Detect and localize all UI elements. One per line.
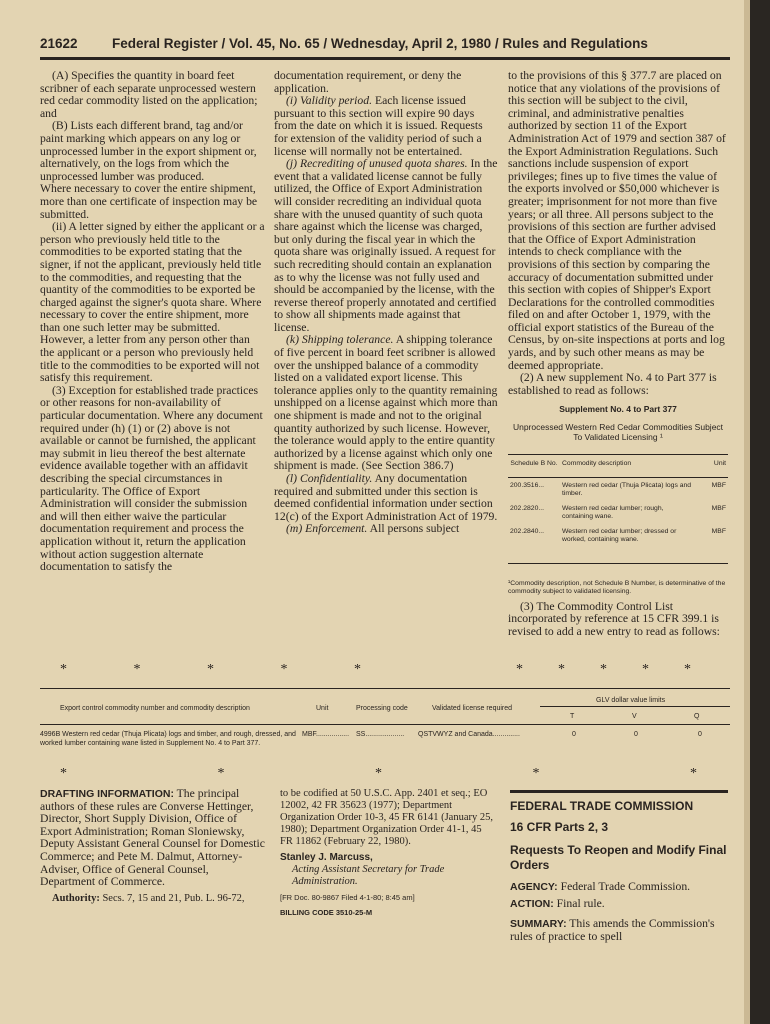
section-heading: (i) Validity period. [286,94,373,108]
scan-border [750,0,770,1024]
paragraph: (3) The Commodity Control List incorporated by reference at 15 CFR 399.1 is revised to add a new entry to read as follows: [508,599,720,638]
table-header-row [508,455,728,478]
table-cell: 202.2820... [510,504,545,512]
signer-name: Stanley J. Marcuss, [280,852,373,863]
section-heading: (k) Shipping tolerance. [286,333,394,347]
paragraph-text: Each license issued pursuant to this section will expire 90 days from the date on which it is issued. Requests for extension of the validity period of such a license will normally not be entertained. [274,94,483,158]
ellipsis-asterisks: * * * * * [60,662,361,677]
summary-label: SUMMARY: [510,918,567,931]
paragraph: to the provisions of this § 377.7 are placed on notice that any violations of the provisions of this section will be subject to the civil, criminal, and administrative penalties authorized by section 11 of the Export Administration Act of 1979 and section 387 of the Export Administration Regulations. Such sanctions include suspension of export privileges; fines up to five times the value of the exports involved or $50,000 whichever is greater; imprisonment for not more than five years; or all three. All persons subject to the provisions of this section are further advised that the Office of Export Administration intends to check compliance with the provisions of this section by comparing the accuracy of documentation submitted under this section with copies of Shipper's Export Declarations for the controlled commodities filed on and after October 1, 1979, with the official export statistics of the Bureau of the Census, by on-site inspections at ports and log yards, and by such other means as may be deemed appropriate. [508,69,726,372]
supplement-subtitle: Unprocessed Western Red Cedar Commodities Subject To Validated Licensing ¹ [512,422,724,443]
paragraph [274,95,498,158]
ellipsis-asterisks: * * * * * [516,662,691,677]
agency-line [510,881,728,894]
ccl-table [40,688,730,768]
section-heading: (l) Confidentiality. [286,472,373,485]
agency-value: Federal Trade Commission. [557,880,691,893]
authority-label: Authority: [52,892,100,904]
column-header: Processing code [356,705,408,712]
agency-heading: FEDERAL TRADE COMMISSION [510,799,694,813]
table-cell: SS.................... [356,731,405,738]
column-header: GLV dollar value limits [596,697,666,704]
action-value: Final rule. [553,896,605,910]
table-cell: 202.2840... [510,527,545,535]
column-header: Validated license required [432,705,513,712]
table-row [508,524,728,547]
paragraph [40,788,266,889]
fr-doc-line: [FR Doc. 80-9867 Filed 4-1-80; 8:45 am] [280,893,415,902]
cfr-heading: 16 CFR Parts 2, 3 [510,820,609,834]
table-cell: MBF................. [302,731,350,738]
summary-value: This amends the Commission's rules of practice to spell [510,917,715,943]
table-row [508,501,728,524]
header-bottom-rule [40,724,730,725]
paragraph [274,473,498,523]
column-1 [40,70,266,574]
paragraph: (A) Specifies the quantity in board feet scribner of each separate unprocessed western red cedar commodity listed on the application; and [40,69,258,120]
paragraph: (2) A new supplement No. 4 to Part 377 is established to read as follows: [508,371,717,397]
paragraph: (3) Exception for established trade practices or other reasons for non-availability of particular documentation. Where any document required under (h) (1) or (2) above is not available or cannot be furnished, the applicant may submit in lieu thereof the best alternate evidence available together with an affidavit describing the special circumstances in particularity. The Office of Export Administration will consider the submission and will then either waive the particular documentation requirement and process the application without it, return the application without action suggestion alternate documentation to satisfy the [40,383,263,574]
paragraph [274,523,498,536]
table-cell: MBF [711,527,726,535]
supplement-footnote: ¹Commodity description, not Schedule B Number, is determinative of the commodity subject to validated licensing. [508,563,728,597]
action-label: ACTION: [510,897,554,910]
column-header: Unit [696,455,728,478]
column-header: Commodity description [560,455,696,478]
table-cell: 4996B Western red cedar (Thuja Plicata) logs and timber, and rough, dressed, and worked lumber containing wane listed in Supplement No. 4 to Part 377. [40,731,296,747]
table-cell: 0 [634,731,638,738]
table-cell: 0 [572,731,576,738]
table-cell: Western red cedar (Thuja Plicata) logs and timber. [562,481,692,498]
supplement-table [508,454,728,547]
section-rule [510,790,728,793]
drafting-label: DRAFTING INFORMATION: [40,788,174,800]
table-cell: Western red cedar lumber; dressed or worked, containing wane. [562,527,677,544]
sub-header-rule [540,706,730,707]
table-cell: MBF [711,481,726,489]
column-2 [274,70,498,536]
column-header: Export control commodity number and commodity description [60,705,250,712]
table-cell: 200.3516... [510,481,545,489]
paragraph: documentation requirement, or deny the application. [274,69,462,95]
paragraph: to be codified at 50 U.S.C. App. 2401 et seq.; EO 12002, 42 FR 35623 (1977); Department Organization Order 10-3, 45 FR 6141 (January 25, 1980); Department Organization Order 41-1, 45 FR 11862 (February 22, 1980). [280,788,493,847]
billing-code: BILLING CODE 3510-25-M [280,908,373,917]
ellipsis-asterisks: * * * * * [60,766,697,781]
paragraph-text: All persons subject [367,522,460,536]
supplement-title: Supplement No. 4 to Part 377 [559,404,677,415]
signature-column [280,788,496,919]
table-row [508,477,728,501]
paragraph-text: A shipping tolerance of five percent in board feet scribner is allowed over the unshipped balance of a commodity listed on a validated export license. This tolerance applies only to the quantity remaining unshipped on a license against which more than one shipment is made and not to the original quantity authorized by such license. However, the tolerance would apply to the entire quantity authorized by a license against which only one shipment is made. (See Section 386.7) [274,333,498,473]
drafting-column [40,788,266,905]
ftc-column [510,790,728,943]
section-heading: (j) Recrediting of unused quota shares. [286,157,468,171]
column-header: Schedule B No. [508,455,560,478]
column-header: V [632,713,637,720]
paragraph-text: Any documentation required and submitted under this section is deemed confidential information under section 12(c) of the Export Administration Act of 1979. [274,472,498,523]
paragraph [40,893,266,906]
header-rule [40,57,730,60]
column-3 [508,70,728,638]
paragraph: (ii) A letter signed by either the applicant or a person who previously held title to the commodities to be exported stating that the signer, if not the applicant, previously held title to the commodities, and requesting that the quantity of the commodities to be exported be charged against the signer's quota share. Where necessary to cover the entire shipment, more than one such letter may be submitted. However, a letter from any person other than the applicant or a person who previously held title to the commodities to be exported will not satisfy this requirement. [40,220,265,385]
running-head: Federal Register / Vol. 45, No. 65 / Wednesday, April 2, 1980 / Rules and Regulations [112,36,648,51]
page-header [40,34,730,56]
table-cell: 0 [698,731,702,738]
table-cell: MBF [711,504,726,512]
agency-label: AGENCY: [510,881,558,893]
paragraph: (B) Lists each different brand, tag and/or paint marking which appears on any log or unprocessed lumber in the export shipment or, alternatively, on the logs from which the unprocessed lumber was produced. [40,119,257,183]
signer-title: Acting Assistant Secretary for Trade Administration. [292,864,445,887]
column-header: Unit [316,705,329,712]
paragraph: Where necessary to cover the entire shipment, more than one certificate of inspection may be submitted. [40,182,258,221]
section-heading: (m) Enforcement. [286,522,368,536]
page-number: 21622 [40,36,78,51]
table-cell: QSTVWYZ and Canada.............. [418,731,520,738]
paragraph [274,334,498,473]
column-header: T [570,713,575,720]
document-title: Requests To Reopen and Modify Final Orders [510,843,727,872]
paragraph-text: The principal authors of these rules are Converse Hettinger, Director, Short Supply Division, Office of Export Administration; Roman Sloniewsky, Deputy Assistant General Counsel for Domestic Commerce; and Pete M. Dalmut, Attorney-Adviser, Office of General Counsel, Department of Commerce. [40,787,265,889]
column-header: Q [694,713,700,720]
table-cell: Western red cedar lumber; rough, containing wane. [562,504,664,521]
paragraph-text: In the event that a validated license cannot be fully utilized, the Office of Export Administration will consider recrediting an individual quota share with the unused quantity of such quota share against which the license was charged, but only during the fiscal year in which the quota share was originally issued. A request for such recrediting should contain an explanation as to why the license was not fully used and should be accompanied by the license, with the reverse thereof properly annotated and certified to show all shipments made against that license. [274,157,498,334]
action-line [510,898,728,911]
paragraph [274,158,498,334]
paragraph-text: Secs. 7, 15 and 21, Pub. L. 96-72, [99,892,245,904]
summary-line [510,918,728,943]
